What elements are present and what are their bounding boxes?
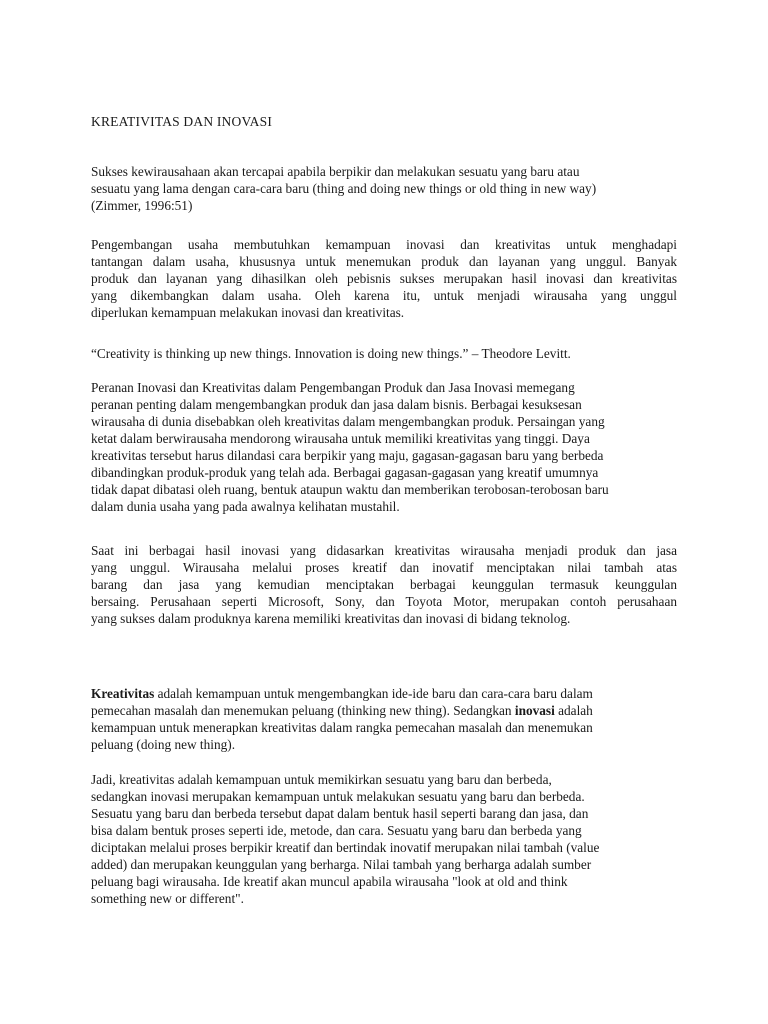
paragraph-definitions — [91, 685, 677, 753]
text-line: sedangkan inovasi merupakan kemampuan untuk melakukan sesuatu yang baru dan berbeda. — [91, 789, 585, 804]
text-line: tidak dapat dibatasi oleh ruang, bentuk ataupun waktu dan memberikan terobosan-terobosan baru — [91, 482, 609, 497]
text-line: kreativitas tersebut harus dilandasi cara berpikir yang maju, gagasan-gagasan baru yang berbeda — [91, 448, 604, 463]
term-inovasi: inovasi — [514, 703, 555, 718]
text-line: dalam dunia usaha yang pada awalnya kelihatan mustahil. — [91, 499, 400, 514]
text-fragment: adalah — [554, 703, 593, 718]
paragraph-intro — [91, 163, 677, 214]
text-line: barang dan jasa yang kemudian menciptakan berbagai keunggulan termasuk keunggulan — [91, 577, 677, 592]
paragraph-role — [91, 379, 677, 515]
text-line: diperlukan kemampuan melakukan inovasi dan kreativitas. — [91, 305, 405, 320]
text-line: peluang (doing new thing). — [91, 737, 236, 752]
text-line — [91, 702, 677, 719]
text-line: produk dan layanan yang dihasilkan oleh pebisnis sukses merupakan hasil inovasi dan kreativitas — [91, 271, 677, 286]
text-line: diciptakan melalui proses berpikir kreatif dan bertindak inovatif merupakan nilai tambah (value — [91, 840, 600, 855]
text-line: kemampuan untuk menerapkan kreativitas dalam rangka pemecahan masalah dan menemukan — [91, 720, 593, 735]
text-line: peluang bagi wirausaha. Ide kreatif akan muncul apabila wirausaha "look at old and think — [91, 874, 568, 889]
term-kreativitas: Kreativitas — [91, 686, 155, 701]
text-line: Sesuatu yang baru dan berbeda tersebut dapat dalam bentuk hasil seperti barang dan jasa, dan — [91, 806, 589, 821]
text-line: added) dan merupakan keunggulan yang berharga. Nilai tambah yang berharga adalah sumber — [91, 857, 592, 872]
text-line: peranan penting dalam mengembangkan produk dan jasa dalam bisnis. Berbagai kesuksesan — [91, 397, 582, 412]
text-line: tantangan dalam usaha, khususnya untuk menemukan produk dan layanan yang unggul. Banyak — [91, 254, 677, 269]
text-line: Jadi, kreativitas adalah kemampuan untuk memikirkan sesuatu yang baru dan berbeda, — [91, 772, 552, 787]
text-line — [91, 685, 677, 702]
paragraph-conclusion — [91, 771, 677, 907]
document-title: KREATIVITAS DAN INOVASI — [91, 114, 273, 129]
text-line: Sukses kewirausahaan akan tercapai apabila berpikir dan melakukan sesuatu yang baru atau — [91, 164, 580, 179]
quote-levitt — [91, 345, 677, 362]
text-line: bersaing. Perusahaan seperti Microsoft, Sony, dan Toyota Motor, merupakan contoh perusahaan — [91, 594, 677, 609]
text-line: (Zimmer, 1996:51) — [91, 198, 193, 213]
text-line: sesuatu yang lama dengan cara-cara baru (thing and doing new things or old thing in new way) — [91, 181, 597, 196]
text-fragment: pemecahan masalah dan menemukan peluang (thinking new thing). Sedangkan — [91, 703, 515, 718]
paragraph-today — [91, 542, 677, 627]
text-line: Saat ini berbagai hasil inovasi yang didasarkan kreativitas wirausaha menjadi produk dan jasa — [91, 543, 677, 558]
text-line: yang unggul. Wirausaha melalui proses kreatif dan inovatif menciptakan nilai tambah atas — [91, 560, 677, 575]
text-line: something new or different". — [91, 891, 244, 906]
quote-text: “Creativity is thinking up new things. Innovation is doing new things.” – Theodore Levitt. — [91, 346, 571, 361]
text-line: Pengembangan usaha membutuhkan kemampuan inovasi dan kreativitas untuk menghadapi — [91, 237, 677, 252]
text-fragment: adalah kemampuan untuk mengembangkan ide-ide baru dan cara-cara baru dalam — [154, 686, 593, 701]
text-line: bisa dalam bentuk proses seperti ide, metode, dan cara. Sesuatu yang baru dan berbeda yang — [91, 823, 582, 838]
text-line: yang dikembangkan dalam usaha. Oleh karena itu, untuk menjadi wirausaha yang unggul — [91, 288, 677, 303]
text-line: ketat dalam berwirausaha mendorong wirausaha untuk memiliki kreativitas yang tinggi. Daya — [91, 431, 590, 446]
text-line: Peranan Inovasi dan Kreativitas dalam Pengembangan Produk dan Jasa Inovasi memegang — [91, 380, 575, 395]
text-line: wirausaha di dunia disebabkan oleh kreativitas dalam mengembangkan produk. Persaingan yang — [91, 414, 605, 429]
text-line: yang sukses dalam produknya karena memiliki kreativitas dan inovasi di bidang teknolog. — [91, 611, 571, 626]
paragraph-development — [91, 236, 677, 321]
text-line: dibandingkan produk-produk yang telah ada. Berbagai gagasan-gagasan yang kreatif umumnya — [91, 465, 599, 480]
